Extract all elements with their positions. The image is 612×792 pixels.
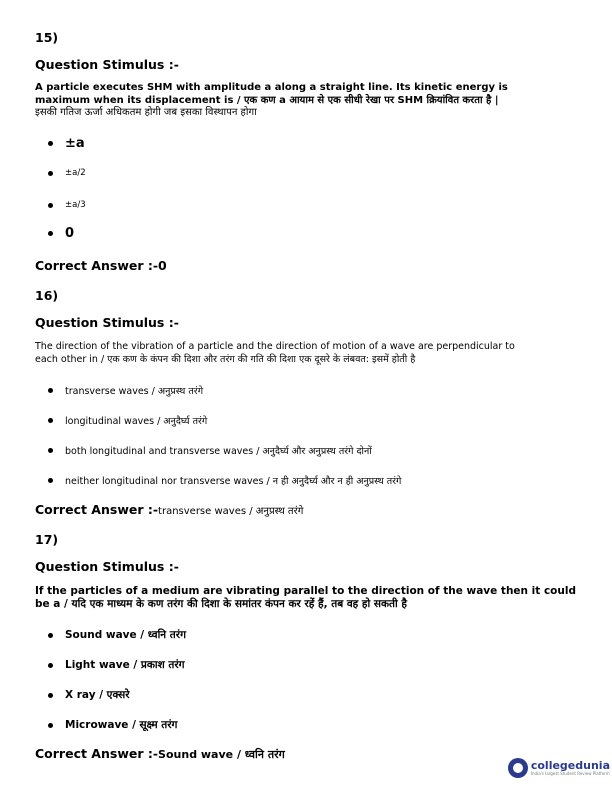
- question-16-correct-answer: [35, 502, 303, 517]
- question-15-option-3: [48, 200, 86, 210]
- bullet-icon: [48, 478, 53, 483]
- question-17-option-2: [48, 658, 185, 672]
- answer-label: Correct Answer :-: [35, 746, 159, 761]
- question-15-stimulus-label: Question Stimulus :-: [35, 57, 179, 72]
- option-label: ±a/2: [65, 168, 86, 178]
- option-label: X ray / एक्सरे: [65, 689, 130, 701]
- collegedunia-logo: [508, 758, 610, 778]
- question-16-stimulus-label: Question Stimulus :-: [35, 315, 179, 330]
- bullet-icon: [48, 203, 53, 208]
- option-label: Sound wave / ध्वनि तरंग: [65, 629, 186, 641]
- bullet-icon: [48, 633, 53, 638]
- question-15-option-4: [48, 226, 74, 241]
- option-label: 0: [65, 226, 75, 241]
- question-15-text-line-2: maximum when its displacement is / एक कण a आयाम से एक सीधी रेखा पर SHM क्रियांवित करता है |: [35, 94, 499, 106]
- option-label: longitudinal waves / अनुदैर्घ्य तरंगे: [65, 416, 208, 427]
- option-label: ±a: [65, 136, 85, 151]
- answer-label: Correct Answer :-: [35, 258, 159, 273]
- question-15-text: [35, 82, 580, 120]
- bullet-icon: [48, 663, 53, 668]
- bullet-icon: [48, 171, 53, 176]
- question-16-text-line-1: The direction of the vibration of a particle and the direction of motion of a wave are perpendicular to: [35, 341, 515, 352]
- option-label: ±a/3: [65, 200, 86, 210]
- question-16-option-3: [48, 444, 372, 457]
- bullet-icon: [48, 693, 53, 698]
- bullet-icon: [48, 388, 53, 393]
- logo-name: collegedunia: [530, 759, 610, 772]
- question-17-stimulus-label: Question Stimulus :-: [35, 559, 179, 574]
- question-15-option-2: [48, 168, 86, 178]
- bullet-icon: [48, 448, 53, 453]
- question-16-option-2: [48, 414, 207, 427]
- answer-value: transverse waves / अनुप्रस्थ तरंगे: [158, 506, 304, 517]
- option-label: neither longitudinal nor transverse waves / न ही अनुदैर्घ्य और न ही अनुप्रस्थ तरंगे: [65, 476, 402, 487]
- question-17-option-3: [48, 688, 130, 702]
- question-16-text: [35, 341, 580, 366]
- question-16-option-1: [48, 384, 203, 397]
- question-16-number: 16): [35, 288, 59, 303]
- question-17-correct-answer: [35, 746, 285, 762]
- question-15-option-1: [48, 136, 85, 151]
- question-17-text-line-1: If the particles of a medium are vibrating parallel to the direction of the wave then it could: [35, 585, 576, 597]
- option-label: Light wave / प्रकाश तरंग: [65, 659, 185, 671]
- question-17-number: 17): [35, 532, 59, 547]
- question-15-text-line-3: इसकी गतिज ऊर्जा अधिकतम होगी जब इसका विस्थापन होगा: [35, 107, 257, 118]
- bullet-icon: [48, 723, 53, 728]
- answer-label: Correct Answer :-: [35, 502, 159, 517]
- question-16-option-4: [48, 474, 401, 487]
- answer-value: Sound wave / ध्वनि तरंग: [158, 748, 285, 761]
- question-16-text-line-2: each other in / एक कण के कंपन की दिशा और तरंग की गति की दिशा एक दूसरे के लंबवत: इसमें होती है: [35, 353, 416, 365]
- logo-text: [531, 760, 610, 776]
- bullet-icon: [48, 418, 53, 423]
- option-label: transverse waves / अनुप्रस्थ तरंगे: [65, 386, 204, 397]
- bullet-icon: [48, 231, 53, 236]
- bullet-icon: [48, 141, 53, 146]
- question-15-correct-answer: [35, 258, 167, 273]
- logo-mark-icon: [508, 758, 528, 778]
- question-17-option-4: [48, 718, 177, 732]
- question-15-number: 15): [35, 30, 59, 45]
- option-label: both longitudinal and transverse waves / अनुदैर्घ्य और अनुप्रस्थ तरंगे दोनों: [65, 446, 372, 457]
- question-17-text-line-2: be a / यदि एक माध्यम के कण तरंग की दिशा के समांतर कंपन कर रहें हैं, तब वह हो सकती है: [35, 597, 407, 610]
- logo-tagline: India's largest Student Review Platform: [530, 771, 610, 776]
- question-17-text: [35, 585, 580, 610]
- question-17-option-1: [48, 628, 186, 642]
- answer-value: 0: [158, 258, 167, 273]
- option-label: Microwave / सूक्ष्म तरंग: [65, 719, 178, 731]
- question-15-text-line-1: A particle executes SHM with amplitude a along a straight line. Its kinetic energy is: [35, 82, 508, 93]
